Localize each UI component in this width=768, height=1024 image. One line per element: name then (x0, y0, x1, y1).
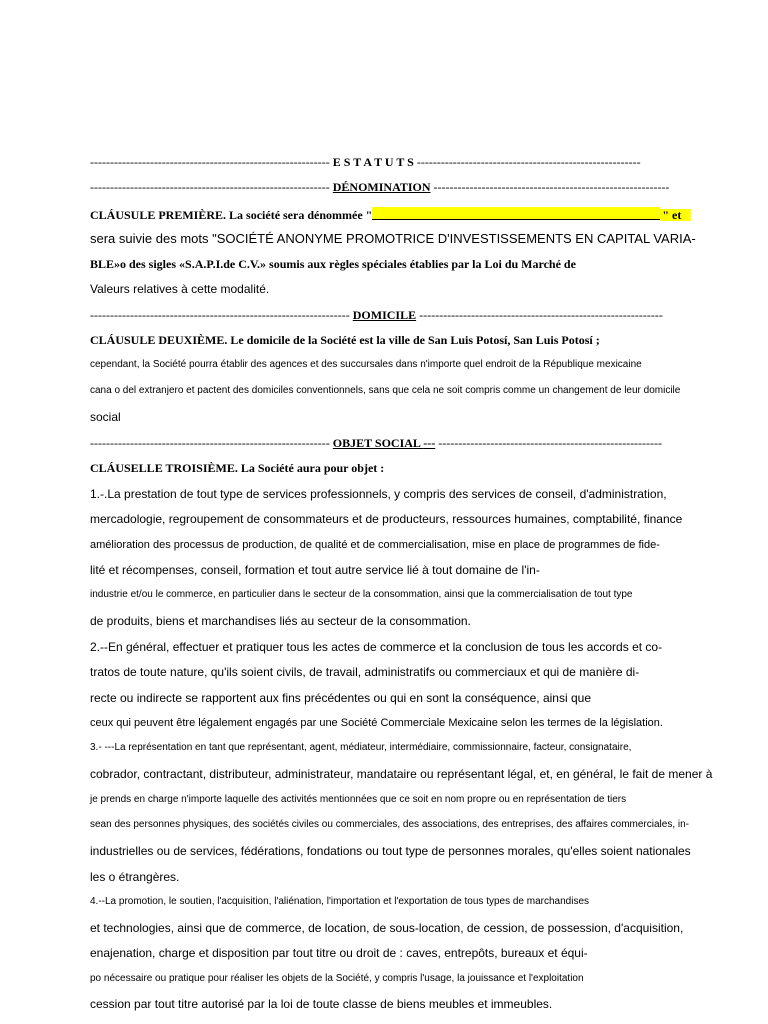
clause1-text: La société sera dénommée " (229, 208, 373, 222)
paragraph-line: mercadologie, regroupement de consommateurs et de producteurs, ressources humaines, comptabilité, finance (90, 512, 683, 526)
dash-right: ----------------------------------------------------------- (433, 180, 670, 194)
clause2-line1 (90, 334, 600, 346)
dash-right: ------------------------------------------------------------- (419, 308, 663, 322)
clause2-line3: cana o del extranjero et pactent des domiciles conventionnels, sans que cela ne soit compris comme un changement de leur domicile (90, 385, 681, 396)
clause2-line2: cependant, la Société pourra établir des agences et des succursales dans n'importe quel endroit de la République mexicaine (90, 359, 642, 370)
clause2-text: Le domicile de la Société est la ville de San Luis Potosí, San Luis Potosí ; (230, 333, 600, 347)
dash-left: ------------------------------------------------------------ (90, 436, 330, 450)
domicile-header (90, 309, 663, 321)
paragraph-line: cession par tout titre autorisé par la loi de toute classe de biens meubles et immeubles. (90, 997, 553, 1011)
denomination-title: DÉNOMINATION (332, 180, 431, 194)
domicile-title: DOMICILE (352, 308, 417, 322)
estatuts-title: E S T A T U T S (332, 155, 414, 169)
paragraph-line: amélioration des processus de production, de qualité et de commercialisation, mise en place de programmes de fide- (90, 539, 660, 551)
clause1-line1 (90, 207, 691, 221)
paragraph-line: 4.--La promotion, le soutien, l'acquisition, l'aliénation, l'importation et l'exportation de tous types de marchandises (90, 896, 590, 907)
clause3-text: La Société aura pour objet : (240, 461, 385, 475)
paragraph-line: enajenation, charge et disposition par tout titre ou droit de : caves, entrepôts, bureaux et équi- (90, 946, 588, 960)
company-name-blank (372, 207, 660, 220)
clause1-quote-end: " (662, 208, 669, 222)
paragraph-line: cobrador, contractant, distributeur, administrateur, mandataire ou représentant légal, et, en général, le fait de mener à (90, 767, 713, 781)
paragraph-line: 1.-.La prestation de tout type de services professionnels, y compris des services de conseil, d'administration, (90, 487, 667, 501)
dash-left: ----------------------------------------------------------------- (90, 308, 350, 322)
denomination-header (90, 181, 669, 193)
clause1-line2: sera suivie des mots "SOCIÉTÉ ANONYME PROMOTRICE D'INVESTISSEMENTS EN CAPITAL VARIA- (90, 231, 696, 246)
paragraph-line: de produits, biens et marchandises liés au secteur de la consommation. (90, 614, 471, 628)
paragraph-line: lité et récompenses, conseil, formation et tout autre service lié à tout domaine de l'in- (90, 563, 540, 577)
clause2-line4: social (90, 410, 121, 424)
clause3-heading: CLÁUSELLE TROISIÈME. (90, 461, 238, 475)
paragraph-line: sean des personnes physiques, des sociétés civiles ou commerciales, des associations, des entreprises, des affaires commerciales, in- (90, 819, 689, 830)
paragraph-line: po nécessaire ou pratique pour réaliser les objets de la Société, y compris l'usage, la jouissance et l'exploitation (90, 973, 584, 984)
clause1-line3: BLE»o des sigles «S.A.P.I.de C.V.» soumis aux règles spéciales établies par la Loi du Marché de (90, 257, 576, 271)
paragraph-line: ceux qui peuvent être légalement engagés par une Société Commerciale Mexicaine selon les termes de la législation. (90, 717, 663, 729)
objet-social-header (90, 437, 662, 449)
paragraph-line: et technologies, ainsi que de commerce, de location, de sous-location, de cession, de possession, d'acquisition, (90, 921, 684, 935)
dash-right: -------------------------------------------------------- (416, 155, 641, 169)
paragraph-line: recte ou indirecte se rapportent aux fins précédentes ou qui en sont la conséquence, ainsi que (90, 691, 591, 705)
estatuts-header (90, 156, 641, 168)
paragraph-line: 2.--En général, effectuer et pratiquer tous les actes de commerce et la conclusion de tous les accords et co- (90, 640, 663, 654)
paragraph-line: industrie et/ou le commerce, en particulier dans le secteur de la consommation, ainsi que la commercialisation de tout type (90, 589, 633, 600)
paragraph-line: 3.- ---La représentation en tant que représentant, agent, médiateur, intermédiaire, commissionnaire, facteur, consignataire, (90, 742, 632, 753)
dash-left: ------------------------------------------------------------ (90, 180, 330, 194)
clause1-et: et (672, 208, 682, 222)
clause3-line1 (90, 462, 384, 474)
paragraph-line: industrielles ou de services, fédérations, fondations ou tout type de personnes morales, qu'elles soient nationales (90, 844, 691, 858)
dash-right: -------------------------------------------------------- (438, 436, 663, 450)
paragraph-line: tratos de toute nature, qu'ils soient civils, de travail, administratifs ou commerciaux et qui de manière di- (90, 665, 640, 679)
dash-left: ------------------------------------------------------------ (90, 155, 330, 169)
clause2-heading: CLÁUSULE DEUXIÈME. (90, 333, 228, 347)
paragraph-line: je prends en charge n'importe laquelle des activités mentionnées que ce soit en nom propre ou en représentation de tiers (90, 794, 627, 805)
paragraph-line: les o étrangères. (90, 870, 180, 884)
clause1-heading: CLÁUSULE PREMIÈRE. (90, 208, 227, 222)
clause1-line4: Valeurs relatives à cette modalité. (90, 282, 270, 296)
objet-social-title: OBJET SOCIAL --- (332, 436, 436, 450)
